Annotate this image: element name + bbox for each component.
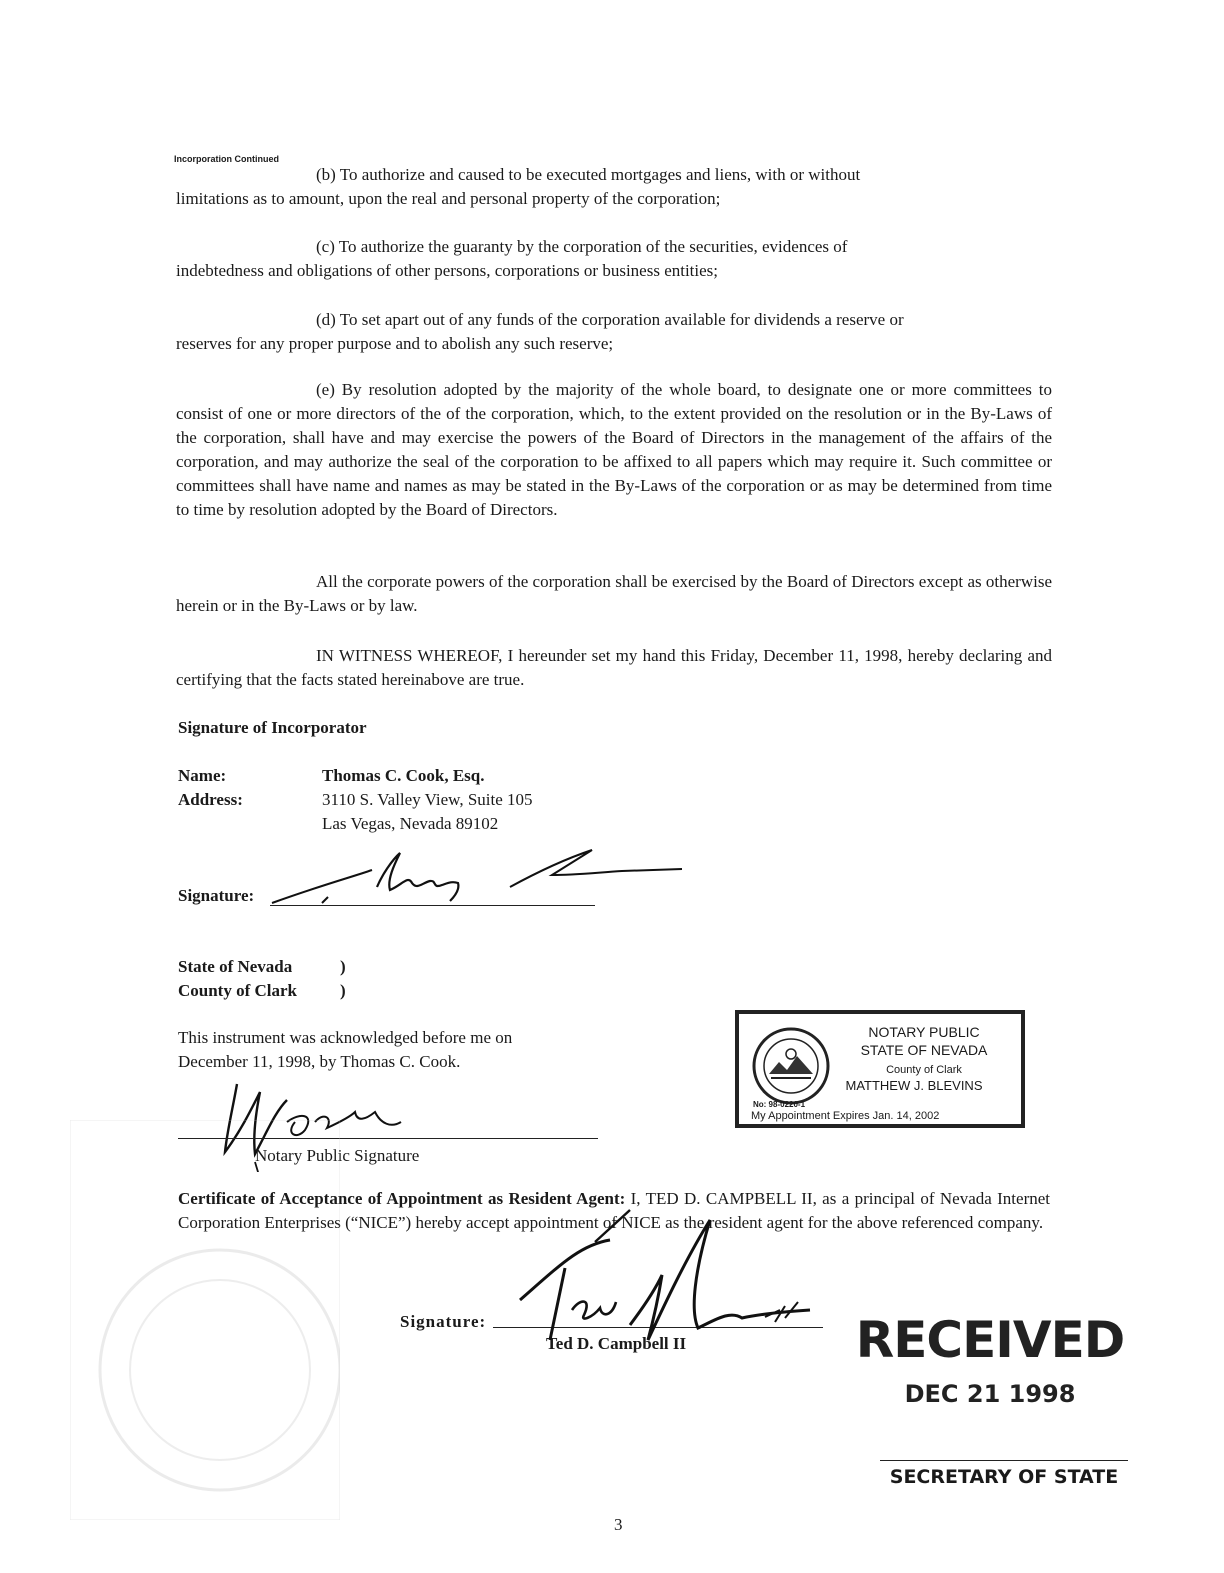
- venue-county-paren: ): [340, 981, 346, 1000]
- paragraph-c-lead: (c) To authorize the guaranty by the corporation of the securities, evidences of: [316, 237, 848, 256]
- acknowledgment-line2: December 11, 1998, by Thomas C. Cook.: [178, 1052, 461, 1071]
- paragraph-powers-text: All the corporate powers of the corporation shall be exercised by the Board of Directors except as otherwise herein or in the By-Laws or by law.: [176, 572, 1052, 615]
- paragraph-d: [176, 308, 1052, 356]
- paragraph-witness: [176, 644, 1052, 692]
- page-number: 3: [614, 1515, 623, 1534]
- venue-county: County of Clark: [178, 981, 298, 1000]
- secretary-of-state: SECRETARY OF STATE: [889, 1466, 1119, 1488]
- paragraph-powers: [176, 570, 1052, 618]
- notary-stamp-name: MATTHEW J. BLEVINS: [845, 1078, 983, 1093]
- notary-stamp-number: No: 98-0220-1: [753, 1100, 806, 1109]
- paragraph-e-text: (e) By resolution adopted by the majority of the whole board, to designate one or more committees to consist of one or more directors of the of the corporation, which, to the extent provided on the resolution or in the By-Laws of the corporation, shall have and may exercise the powers of the Board of Directors in the management of the affairs of the corporation, and may authorize the seal of the corporation to be affixed to all papers which may require it. Such committee or committees shall have name and names as may be stated in the By-Laws of the corporation or as may be determined from time to time by resolution adopted by the Board of Directors.: [176, 380, 1052, 519]
- paragraph-b-lead: (b) To authorize and caused to be executed mortgages and liens, with or without: [316, 165, 861, 184]
- continued-header: Incorporation Continued: [174, 154, 279, 164]
- notary-stamp-line1: NOTARY PUBLIC: [868, 1024, 980, 1040]
- incorporator-heading: Signature of Incorporator: [178, 718, 367, 737]
- address-label: Address:: [178, 790, 243, 809]
- paragraph-c-rest: indebtedness and obligations of other persons, corporations or business entities;: [176, 261, 719, 280]
- address-line2: Las Vegas, Nevada 89102: [322, 814, 499, 833]
- paragraph-b-rest: limitations as to amount, upon the real and personal property of the corporation;: [176, 189, 721, 208]
- paragraph-witness-text: IN WITNESS WHEREOF, I hereunder set my hand this Friday, December 11, 1998, hereby declaring and certifying that the facts stated hereinabove are true.: [176, 646, 1052, 689]
- notary-signature-label: Notary Public Signature: [255, 1146, 420, 1165]
- ghost-seal-bleedthrough: [70, 1120, 340, 1520]
- incorporator-signature-label: Signature:: [178, 886, 255, 905]
- acknowledgment-line1: This instrument was acknowledged before me on: [178, 1028, 513, 1047]
- nevada-seal-icon: [751, 1026, 831, 1106]
- agent-certificate-text: I, TED D. CAMPBELL II, as a principal of Nevada Internet Corporation Enterprises (“NICE”) hereby accept appointment of NICE as the resident agent for the above referenced company.: [178, 1189, 1051, 1232]
- received-stamp: [850, 1310, 1130, 1408]
- address-line1: 3110 S. Valley View, Suite 105: [322, 790, 533, 809]
- paragraph-d-lead: (d) To set apart out of any funds of the corporation available for dividends a reserve or: [316, 310, 904, 329]
- paragraph-e: [176, 378, 1052, 522]
- received-stamp-word: RECEIVED: [855, 1311, 1125, 1369]
- paragraph-d-rest: reserves for any proper purpose and to abolish any such reserve;: [176, 334, 614, 353]
- paragraph-c: [176, 235, 1052, 283]
- incorporator-signature-scrawl: [262, 845, 682, 915]
- venue-state: State of Nevada: [178, 957, 293, 976]
- secretary-line: [880, 1460, 1128, 1461]
- agent-signature-label: Signature:: [400, 1312, 487, 1331]
- notary-stamp-expires: My Appointment Expires Jan. 14, 2002: [751, 1110, 940, 1122]
- agent-signature-scrawl: [480, 1190, 840, 1350]
- notary-stamp-line2: STATE OF NEVADA: [860, 1042, 988, 1058]
- agent-certificate-heading: Certificate of Acceptance of Appointment as Resident Agent:: [178, 1189, 626, 1208]
- name-value: Thomas C. Cook, Esq.: [322, 766, 485, 785]
- agent-printed-name: Ted D. Campbell II: [546, 1334, 687, 1353]
- paragraph-b: [176, 163, 1052, 211]
- received-stamp-date: DEC 21 1998: [904, 1380, 1076, 1408]
- name-label: Name:: [178, 766, 227, 785]
- notary-stamp-county: County of Clark: [886, 1064, 962, 1076]
- notary-stamp: [735, 1010, 1025, 1128]
- venue-state-paren: ): [340, 957, 346, 976]
